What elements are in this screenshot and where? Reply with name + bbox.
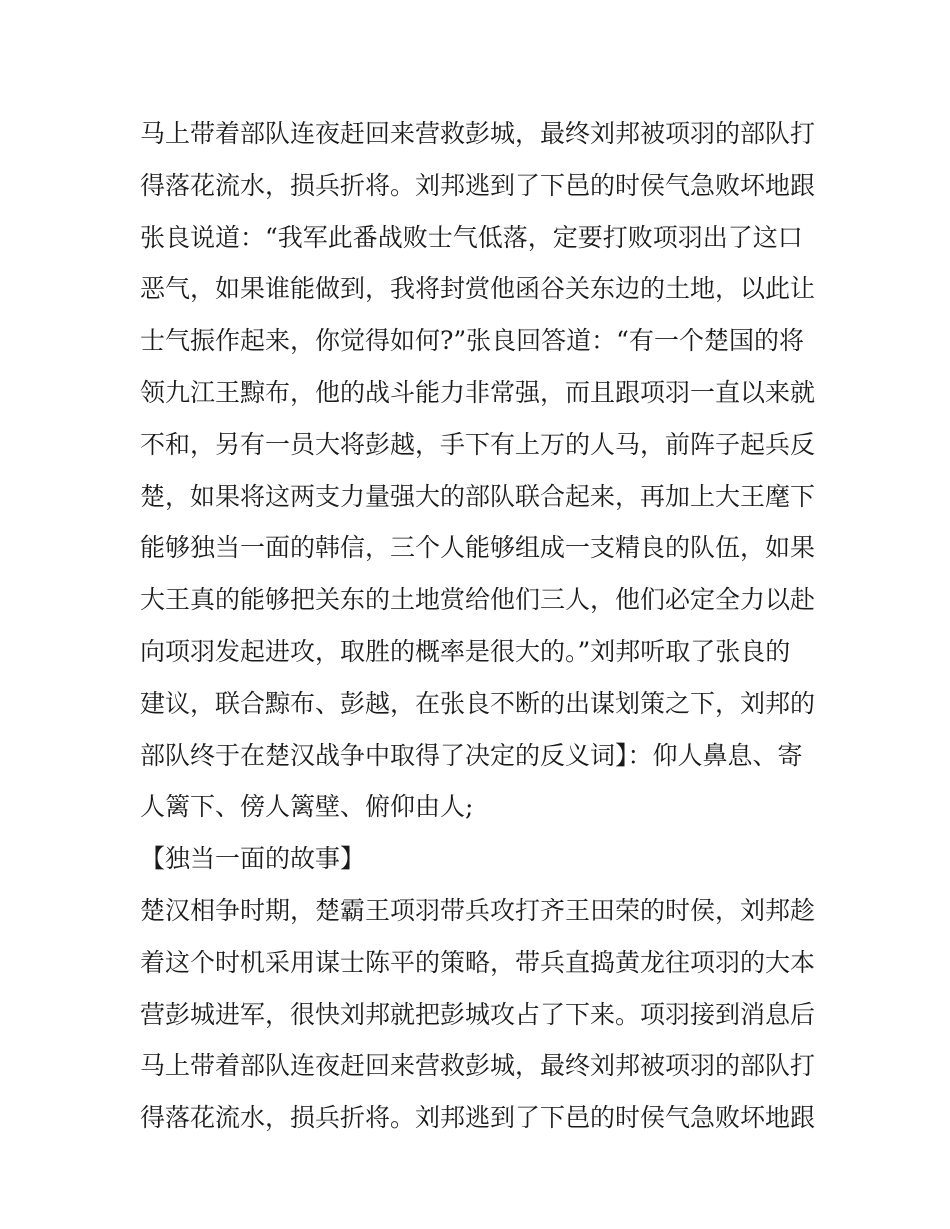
text-line: 不和，另有一员大将彭越，手下有上万的人马，前阵子起兵反 xyxy=(140,429,816,459)
text-line: 领九江王黥布，他的战斗能力非常强，而且跟项羽一直以来就 xyxy=(140,377,816,407)
text-line: 营彭城进军，很快刘邦就把彭城攻占了下来。项羽接到消息后 xyxy=(140,999,816,1029)
text-line: 向项羽发起进攻，取胜的概率是很大的。”刘邦听取了张良的 xyxy=(140,636,791,666)
text-line: 得落花流水，损兵折将。刘邦逃到了下邑的时侯气急败坏地跟 xyxy=(140,1103,816,1133)
text-line: 部队终于在楚汉战争中取得了决定的反义词】：仰人鼻息、寄 xyxy=(140,740,803,770)
text-line: 楚，如果将这两支力量强大的部队联合起来，再加上大王麾下 xyxy=(140,481,816,511)
text-line: 得落花流水，损兵折将。刘邦逃到了下邑的时侯气急败坏地跟 xyxy=(140,170,816,200)
text-line: 张良说道：“我军此番战败士气低落，定要打败项羽出了这口 xyxy=(140,222,803,252)
text-line: 人篱下、傍人篱壁、俯仰由人; xyxy=(140,792,474,822)
section-heading: 【独当一面的故事】 xyxy=(140,844,366,874)
body-text xyxy=(140,108,820,1144)
text-line: 恶气，如果谁能做到，我将封赏他函谷关东边的土地，以此让 xyxy=(140,274,816,304)
text-line: 大王真的能够把关东的土地赏给他们三人，他们必定全力以赴 xyxy=(140,585,816,615)
text-line: 能够独当一面的韩信，三个人能够组成一支精良的队伍，如果 xyxy=(140,533,816,563)
text-line: 楚汉相争时期，楚霸王项羽带兵攻打齐王田荣的时侯，刘邦趁 xyxy=(140,895,816,925)
text-line: 马上带着部队连夜赶回来营救彭城，最终刘邦被项羽的部队打 xyxy=(140,1051,816,1081)
text-line: 马上带着部队连夜赶回来营救彭城，最终刘邦被项羽的部队打 xyxy=(140,119,816,148)
text-line: 士气振作起来，你觉得如何?”张良回答道：“有一个楚国的将 xyxy=(140,326,804,356)
text-line: 建议，联合黥布、彭越，在张良不断的出谋划策之下，刘邦的 xyxy=(140,688,816,718)
text-line: 着这个时机采用谋士陈平的策略，带兵直捣黄龙往项羽的大本 xyxy=(140,947,816,977)
